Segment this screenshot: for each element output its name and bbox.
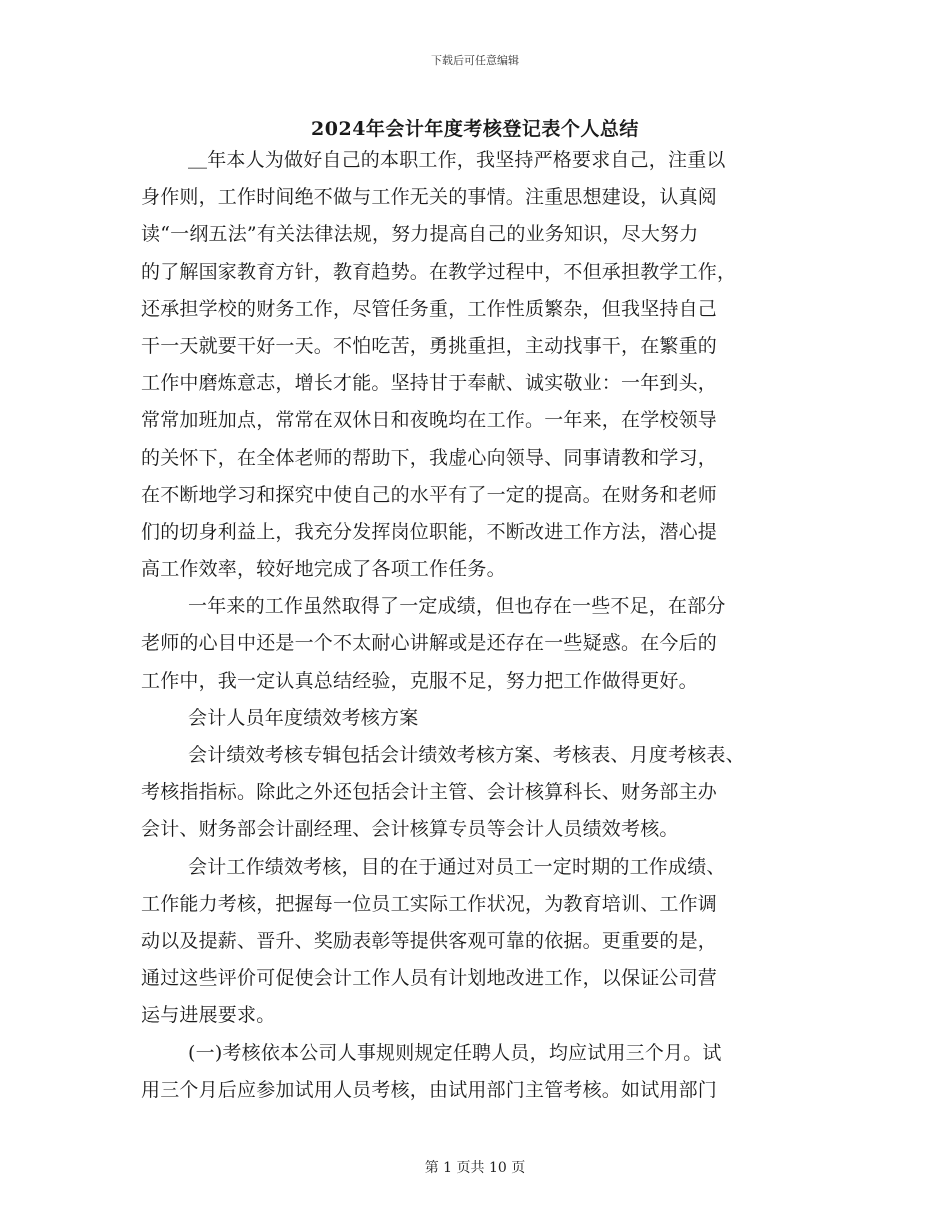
body-line: 在不断地学习和探究中使自己的水平有了一定的提高。在财务和老师 [141, 483, 718, 506]
page-footer: 第 1 页共 10 页 [424, 1160, 526, 1176]
body-line: 老师的心目中还是一个不太耐心讲解或是还存在一些疑惑。在今后的 [141, 632, 718, 655]
body-line: 考核指指标。除此之外还包括会计主管、会计核算科长、财务部主办 [141, 781, 718, 804]
section-heading: 会计人员年度绩效考核方案 [188, 706, 419, 729]
document-body [141, 142, 809, 1109]
document-title: 2024年会计年度考核登记表个人总结 [311, 118, 639, 140]
body-line: 工作能力考核，把握每一位员工实际工作状况，为教育培训、工作调 [141, 892, 718, 915]
body-line: 工作中磨炼意志，增长才能。坚持甘于奉献、诚实敬业：一年到头， [141, 372, 718, 395]
body-line: 干一天就要干好一天。不怕吃苦，勇挑重担，主动找事干，在繁重的 [141, 334, 718, 357]
body-line: ＿年本人为做好自己的本职工作，我坚持严格要求自己，注重以 [188, 149, 726, 171]
body-line: 的关怀下，在全体老师的帮助下，我虚心向领导、同事请教和学习， [141, 446, 718, 469]
body-line: 一年来的工作虽然取得了一定成绩，但也存在一些不足，在部分 [188, 595, 726, 618]
body-line: 的了解国家教育方针，教育趋势。在教学过程中，不但承担教学工作， [141, 260, 737, 283]
body-line: 工作中，我一定认真总结经验，克服不足，努力把工作做得更好。 [141, 669, 698, 692]
body-line: 动以及提薪、晋升、奖励表彰等提供客观可靠的依据。更重要的是， [141, 929, 718, 952]
body-line: 运与进展要求。 [141, 1004, 276, 1027]
body-line: 身作则，工作时间绝不做与工作无关的事情。注重思想建设，认真阅 [141, 186, 718, 209]
body-line: (一)考核依本公司人事规则规定任聘人员，均应试用三个月。试 [188, 1041, 722, 1064]
body-line: 会计、财务部会计副经理、会计核算专员等会计人员绩效考核。 [141, 818, 679, 841]
body-line: 会计绩效考核专辑包括会计绩效考核方案、考核表、月度考核表、 [188, 744, 745, 766]
body-line: 通过这些评价可促使会计工作人员有计划地改进工作，以保证公司营 [141, 967, 718, 990]
body-line: 高工作效率，较好地完成了各项工作任务。 [141, 558, 506, 581]
body-line: 会计工作绩效考核，目的在于通过对员工一定时期的工作成绩、 [188, 855, 726, 878]
body-line: 还承担学校的财务工作，尽管任务重，工作性质繁杂，但我坚持自己 [141, 297, 718, 320]
body-line: 读“一纲五法”有关法律法规，努力提高自己的业务知识，尽大努力 [141, 223, 699, 246]
body-line: 用三个月后应参加试用人员考核，由试用部门主管考核。如试用部门 [141, 1078, 718, 1101]
header-note: 下载后可任意编辑 [431, 54, 519, 67]
body-line: 们的切身利益上，我充分发挥岗位职能，不断改进工作方法，潜心提 [141, 520, 718, 543]
body-line: 常常加班加点，常常在双休日和夜晚均在工作。一年来，在学校领导 [141, 409, 718, 432]
